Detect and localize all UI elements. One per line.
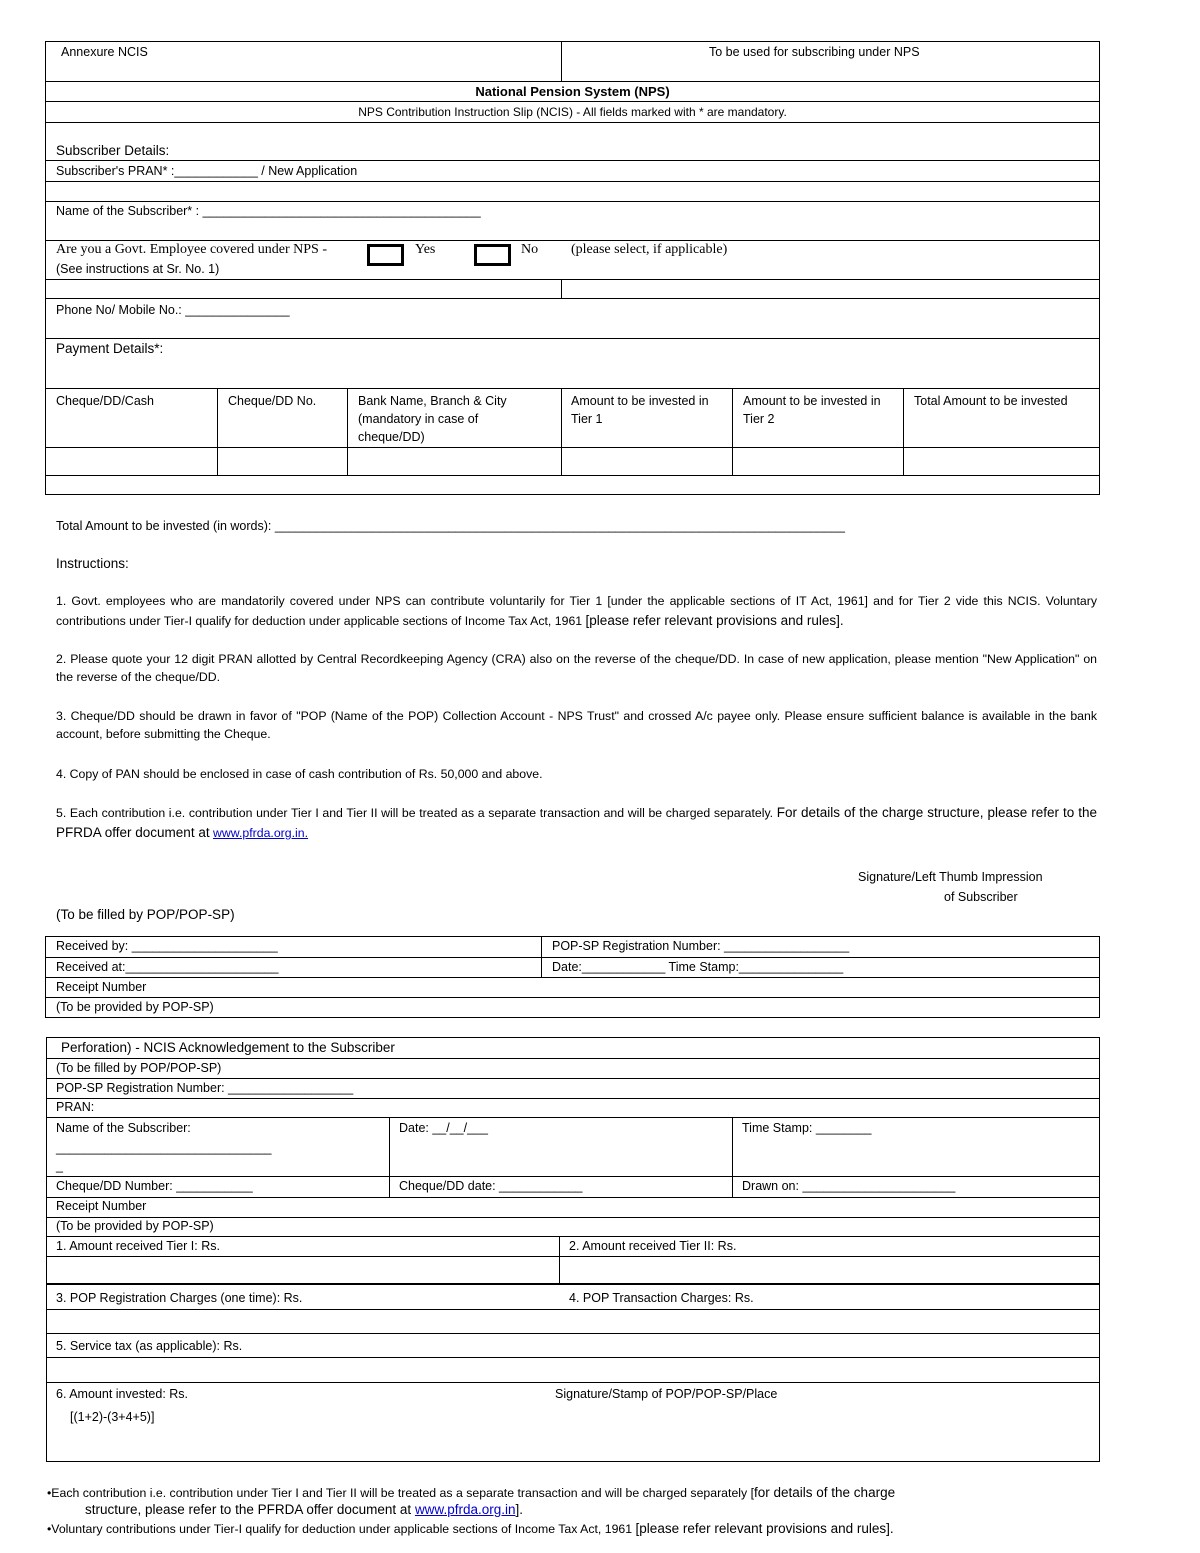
payment-section-title: Payment Details*:	[56, 341, 164, 356]
ack-amount-tier2-label: 2. Amount received Tier II: Rs.	[569, 1239, 737, 1253]
ack-pran-field[interactable]: PRAN:	[56, 1100, 95, 1114]
date-time-field[interactable]: Date:____________ Time Stamp:_______________	[552, 960, 844, 974]
ack-cheque-date-field[interactable]: Cheque/DD date: ____________	[399, 1179, 583, 1193]
ack-reg-charges-label: 3. POP Registration Charges (one time): Rs.	[56, 1291, 303, 1305]
ack-name-line[interactable]: _______________________________	[56, 1141, 272, 1155]
form-title: National Pension System (NPS)	[475, 84, 670, 99]
footnote-1-continued: structure, please refer to the PFRDA offer document at www.pfrda.org.in].	[85, 1502, 523, 1517]
receipt-provided-by: (To be provided by POP-SP)	[56, 1000, 214, 1014]
instructions-title: Instructions:	[56, 556, 129, 571]
ack-filled-by: (To be filled by POP/POP-SP)	[56, 1061, 222, 1075]
usage-label: To be used for subscribing under NPS	[709, 45, 920, 59]
received-at-field[interactable]: Received at:______________________	[56, 960, 279, 974]
total-amount-cell[interactable]	[904, 448, 1098, 474]
yes-label: Yes	[415, 242, 436, 257]
yes-checkbox[interactable]	[367, 244, 404, 266]
instruction-5: 5. Each contribution i.e. contribution under Tier I and Tier II will be treated as a separate transaction and will be charged separately. For details of the charge structure, please refer to the PFRDA offer document at www.pfrda.org.in.	[56, 805, 1098, 840]
pop-section-title: (To be filled by POP/POP-SP)	[56, 907, 235, 922]
ack-cheque-number-field[interactable]: Cheque/DD Number: ___________	[56, 1179, 253, 1193]
ack-reg-number-field[interactable]: POP-SP Registration Number: __________________	[56, 1081, 354, 1095]
ack-txn-charges-label: 4. POP Transaction Charges: Rs.	[569, 1291, 754, 1305]
pfrda-link[interactable]: www.pfrda.org.in.	[213, 825, 309, 840]
ack-formula: [(1+2)-(3+4+5)]	[70, 1410, 155, 1424]
no-checkbox[interactable]	[474, 244, 511, 266]
payment-mode-cell[interactable]	[46, 448, 216, 474]
subscriber-name-field[interactable]: Name of the Subscriber* : ________________________________________	[56, 204, 481, 218]
col-header-bank: Bank Name, Branch & City (mandatory in case of cheque/DD)	[358, 394, 507, 445]
signature-line-1: Signature/Left Thumb Impression	[858, 870, 1043, 884]
ack-service-tax-cell[interactable]	[47, 1358, 1098, 1381]
ack-title: Perforation) - NCIS Acknowledgement to the Subscriber	[61, 1040, 395, 1055]
ack-drawn-on-field[interactable]: Drawn on: ______________________	[742, 1179, 956, 1193]
ack-name-tail: _	[56, 1159, 63, 1173]
footnote-1: •Each contribution i.e. contribution under Tier I and Tier II will be treated as a separate transaction and will be charged separately [for details of the charge	[47, 1485, 896, 1500]
col-header-tier2: Amount to be invested in Tier 2	[743, 394, 881, 427]
subscriber-section-title: Subscriber Details:	[56, 143, 170, 158]
pran-field[interactable]: Subscriber's PRAN* :____________ / New Application	[56, 164, 358, 178]
cheque-no-cell[interactable]	[218, 448, 346, 474]
pop-reg-number-field[interactable]: POP-SP Registration Number: __________________	[552, 939, 850, 953]
col-header-total: Total Amount to be invested	[914, 394, 1068, 408]
instruction-reference: (See instructions at Sr. No. 1)	[56, 262, 220, 276]
no-label: No	[521, 242, 539, 257]
footnote-2: •Voluntary contributions under Tier-I qualify for deduction under applicable sections of Income Tax Act, 1961 [please refer relevant provisions and rules].	[47, 1521, 894, 1536]
col-header-cheque-no: Cheque/DD No.	[228, 394, 317, 408]
form-subtitle: NPS Contribution Instruction Slip (NCIS) - All fields marked with * are mandatory.	[358, 105, 787, 119]
ack-amount-invested-label: 6. Amount invested: Rs.	[56, 1387, 189, 1401]
bank-cell[interactable]	[348, 448, 560, 474]
instruction-1: 1. Govt. employees who are mandatorily covered under NPS can contribute voluntarily for Tier 1 [under the applicable sections of IT Act, 1961] and for Tier 2 vide this NCIS. Voluntary contributions under Tier-I qualify for deduction under applicable sections of Income Tax Act, 1961 [please refer relevant provisions and rules].	[56, 594, 1097, 628]
instruction-2: 2. Please quote your 12 digit PRAN allotted by Central Recordkeeping Agency (CRA) also on the reverse of the cheque/DD. In case of new application, please mention "New Application" on the reverse of the cheque/DD.	[56, 652, 1097, 684]
tier2-amount-cell[interactable]	[733, 448, 902, 474]
ack-date-field[interactable]: Date: __/__/___	[399, 1121, 488, 1135]
ack-amount-invested-cell[interactable]	[47, 1430, 1098, 1460]
ack-amount-tier1-cell[interactable]	[47, 1257, 558, 1282]
ack-signature-stamp-label: Signature/Stamp of POP/POP-SP/Place	[555, 1387, 778, 1401]
select-note: (please select, if applicable)	[571, 242, 728, 257]
ack-receipt-number-label: Receipt Number	[56, 1199, 147, 1213]
instruction-3: 3. Cheque/DD should be drawn in favor of "POP (Name of the POP) Collection Account - NPS Trust" and crossed A/c payee only. Please ensure sufficient balance is available in the bank account, before submitting the Cheque.	[56, 709, 1097, 741]
receipt-number-label: Receipt Number	[56, 980, 147, 994]
govt-employee-question: Are you a Govt. Employee covered under NPS -	[56, 242, 327, 257]
signature-line-2: of Subscriber	[944, 890, 1018, 904]
footnote-pfrda-link[interactable]: www.pfrda.org.in	[414, 1502, 516, 1517]
ack-name-label: Name of the Subscriber:	[56, 1121, 191, 1135]
ack-receipt-provided-by: (To be provided by POP-SP)	[56, 1219, 214, 1233]
tier1-amount-cell[interactable]	[562, 448, 731, 474]
annexure-label: Annexure NCIS	[61, 45, 148, 59]
ack-time-stamp-field[interactable]: Time Stamp: ________	[742, 1121, 872, 1135]
phone-field[interactable]: Phone No/ Mobile No.: _______________	[56, 303, 290, 317]
ack-service-tax-label: 5. Service tax (as applicable): Rs.	[56, 1339, 243, 1353]
received-by-field[interactable]: Received by: _____________________	[56, 939, 278, 953]
instruction-4: 4. Copy of PAN should be enclosed in case of cash contribution of Rs. 50,000 and above.	[56, 767, 543, 781]
ack-amount-tier1-label: 1. Amount received Tier I: Rs.	[56, 1239, 220, 1253]
ack-charges-cell[interactable]	[47, 1310, 1098, 1332]
col-header-tier1: Amount to be invested in Tier 1	[571, 394, 709, 427]
total-words-field[interactable]: Total Amount to be invested (in words): __________________________________________________________________________________	[56, 519, 845, 533]
col-header-mode: Cheque/DD/Cash	[56, 394, 154, 408]
ack-amount-tier2-cell[interactable]	[560, 1257, 1098, 1282]
